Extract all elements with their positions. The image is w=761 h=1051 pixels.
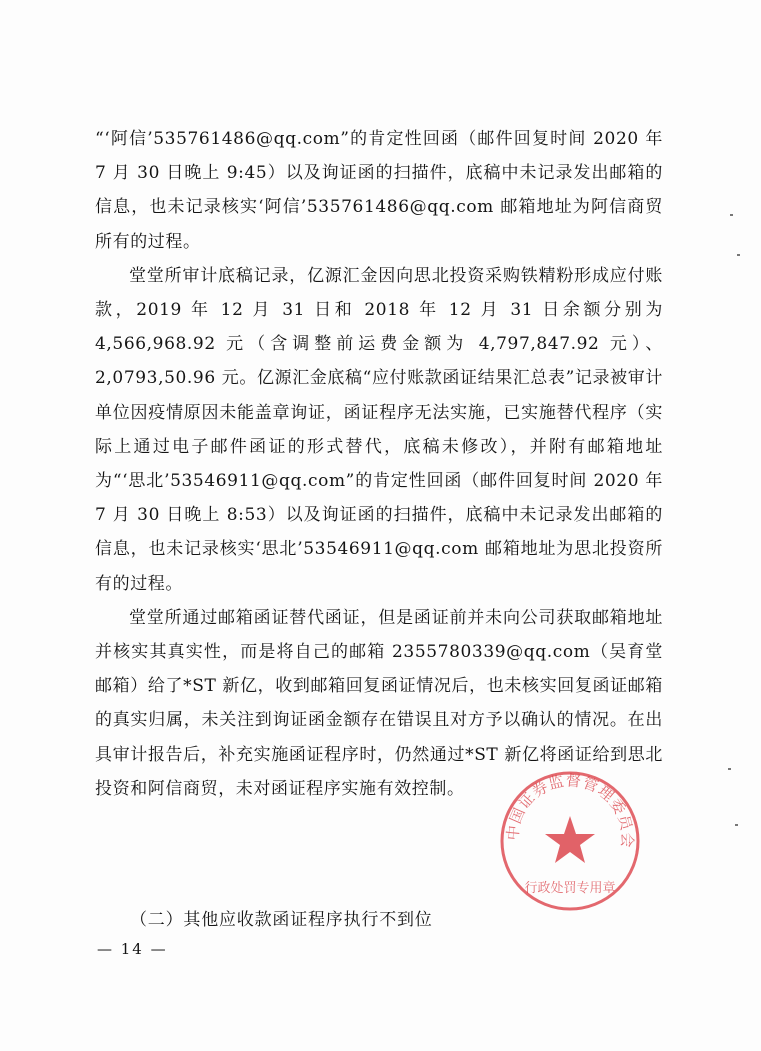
seal-graphic: [497, 768, 643, 914]
section-heading: （二）其他应收款函证程序执行不到位: [130, 910, 433, 930]
scan-mark: [735, 824, 738, 826]
paragraph-1: “‘阿信’535761486@qq.com”的肯定性回函（邮件回复时间 2020 年 7 月 30 日晚上 9:45）以及询证函的扫描件，底稿中未记录发出邮箱的信息，也未记录核实‘阿信’535761486@qq.com 邮箱地址为阿信商贸所有的过程。: [95, 129, 663, 252]
scan-mark: [730, 214, 733, 216]
body-text: [95, 122, 663, 806]
scan-mark: [728, 768, 731, 770]
seal-star-icon: [545, 816, 595, 863]
paragraph-2: 堂堂所审计底稿记录，亿源汇金因向思北投资采购铁精粉形成应付账款，2019 年 12 月 31 日和 2018 年 12 月 31 日余额分别为 4,566,968.92 元（含调整前运费金额为 4,797,847.92 元）、2,0793,50.96 元。亿源汇金底稿“应付账款函证结果汇总表”记录被审计单位因疫情原因未能盖章询证，函证程序无法实施，已实施替代程序（实际上通过电子邮件函证的形式替代，底稿未修改），并附有邮箱地址为“‘思北’53546911@qq.com”的肯定性回函（邮件回复时间 2020 年 7 月 30 日晚上 8:53）以及询证函的扫描件，底稿中未记录发出邮箱的信息，也未记录核实‘思北’53546911@qq.com 邮箱地址为思北投资所有的过程。: [95, 265, 663, 594]
page-number: — 14 —: [97, 940, 168, 958]
paragraph-3: 堂堂所通过邮箱函证替代函证，但是函证前并未向公司获取邮箱地址并核实其真实性，而是将自己的邮箱 2355780339@qq.com（吴育堂邮箱）给了*ST 新亿，收到邮箱回复函证情况后，也未核实回复函证邮箱的真实归属，未关注到询证函金额存在错误且对方予以确认的情况。在出具审计报告后，补充实施函证程序时，仍然通过*ST 新亿将函证给到思北投资和阿信商贸，未对函证程序实施有效控制。: [95, 607, 663, 799]
scan-mark: [737, 254, 740, 256]
seal-bottom-text: 行政处罚专用章: [524, 881, 616, 896]
seal-top-text: 中国证券监督管理委员会: [503, 771, 637, 849]
official-seal: [497, 768, 643, 914]
